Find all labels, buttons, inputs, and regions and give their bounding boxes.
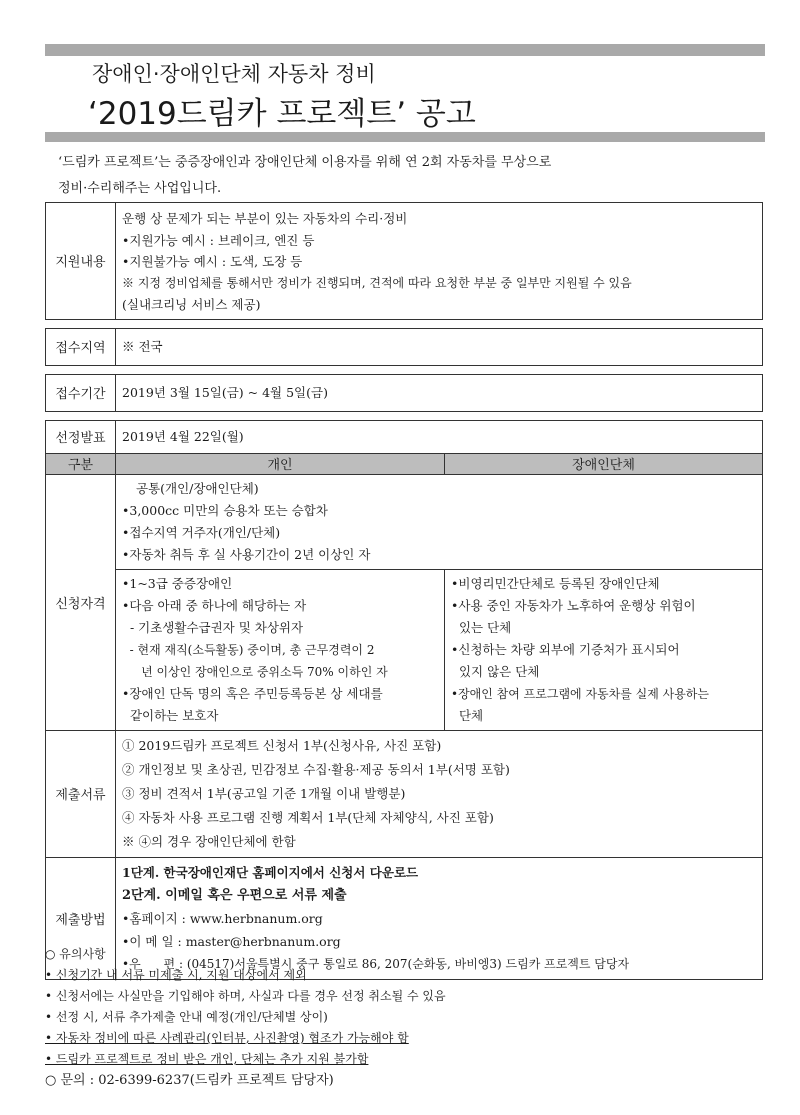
note-item: • 드림카 프로젝트로 정비 받은 개인, 단체는 추가 지원 불가함 bbox=[45, 1052, 369, 1066]
organization-line: 단체 bbox=[451, 707, 484, 723]
individual-line: 년 이상인 장애인으로 중위소득 70% 이하인 자 bbox=[122, 664, 388, 679]
intro-line: ‘드림카 프로젝트’는 중증장애인과 장애인단체 이용자를 위해 연 2회 자동차를 무상으로 bbox=[58, 155, 552, 170]
individual-header: 개인 bbox=[116, 453, 445, 474]
method-email: •이 메 일 : master@herbnanum.org bbox=[122, 933, 341, 949]
method-post: •우 편 : (04517)서울특별시 중구 통일로 86, 207(순화동, 바비엥3) 드림카 프로젝트 담당자 bbox=[122, 956, 630, 971]
document-line: ④ 자동차 사용 프로그램 진행 계획서 1부(단체 자체양식, 사진 포함) bbox=[122, 809, 494, 825]
individual-line: •다음 아래 중 하나에 해당하는 자 bbox=[122, 597, 307, 613]
individual-line: 같이하는 보호자 bbox=[122, 707, 219, 723]
note-item: • 선정 시, 서류 추가제출 안내 예정(개인/단체별 상이) bbox=[45, 1010, 328, 1024]
period-value: 2019년 3월 15일(금) ~ 4월 5일(금) bbox=[122, 384, 328, 400]
organization-line: 있는 단체 bbox=[451, 619, 512, 635]
individual-line: - 현재 재직(소득활동) 중이며, 총 근무경력이 2 bbox=[122, 642, 375, 657]
support-line: 운행 상 문제가 되는 부분이 있는 자동차의 수리·정비 bbox=[122, 211, 408, 226]
page-subtitle: 장애인·장애인단체 자동차 정비 bbox=[92, 62, 376, 86]
support-content bbox=[116, 203, 763, 320]
eligibility-individual bbox=[116, 569, 445, 730]
category-header: 구분 bbox=[46, 453, 116, 474]
intro-line: 정비·수리해주는 사업입니다. bbox=[58, 181, 222, 196]
announce-value: 2019년 4월 22일(월) bbox=[122, 428, 244, 444]
method-label: 제출방법 bbox=[46, 857, 116, 979]
eligibility-common bbox=[116, 474, 763, 569]
document-line: ③ 정비 견적서 1부(공고일 기준 1개월 이내 발행분) bbox=[122, 785, 406, 801]
organization-line: •사용 중인 자동차가 노후하여 운행상 위험이 bbox=[451, 597, 696, 613]
support-label: 지원내용 bbox=[46, 203, 116, 320]
support-line: •지원가능 예시 : 브레이크, 엔진 등 bbox=[122, 232, 315, 248]
individual-line: •장애인 단독 명의 혹은 주민등록등본 상 세대를 bbox=[122, 685, 383, 701]
region-label: 접수지역 bbox=[46, 328, 116, 365]
individual-line: - 기초생활수급권자 및 차상위자 bbox=[122, 619, 304, 635]
contact-line: ○ 문의 : 02-6399-6237(드림카 프로젝트 담당자) bbox=[45, 1073, 334, 1088]
document-line: ② 개인정보 및 초상권, 민감정보 수집·활용·제공 동의서 1부(서명 포함) bbox=[122, 761, 510, 777]
header-bottom-bar bbox=[45, 132, 765, 142]
note-item: • 신청기간 내 서류 미제출 시, 지원 대상에서 제외 bbox=[45, 968, 307, 982]
eligibility-label: 신청자격 bbox=[46, 474, 116, 730]
eligibility-organization bbox=[445, 569, 763, 730]
method-homepage: •홈페이지 : www.herbnanum.org bbox=[122, 910, 323, 926]
period-label: 접수기간 bbox=[46, 374, 116, 411]
header-top-bar bbox=[45, 44, 765, 56]
documents-content bbox=[116, 730, 763, 857]
notes-title: ○ 유의사항 bbox=[45, 947, 106, 961]
support-line: ※ 지정 정비업체를 통해서만 정비가 진행되며, 견적에 따라 요청한 부분 중 일부만 지원될 수 있음 bbox=[122, 275, 632, 290]
support-line: (실내크리닝 서비스 제공) bbox=[122, 297, 261, 312]
document-line: ※ ④의 경우 장애인단체에 한함 bbox=[122, 833, 296, 849]
document-line: ① 2019드림카 프로젝트 신청서 1부(신청사유, 사진 포함) bbox=[122, 737, 442, 753]
common-title: 공통(개인/장애인단체) bbox=[136, 480, 259, 496]
method-step1: 1단계. 한국장애인재단 홈페이지에서 신청서 다운로드 bbox=[122, 864, 419, 880]
region-value: ※ 전국 bbox=[122, 338, 163, 354]
common-line: •접수지역 거주자(개인/단체) bbox=[122, 524, 281, 540]
notice-table bbox=[45, 202, 763, 980]
common-line: •3,000cc 미만의 승용차 또는 승합차 bbox=[122, 502, 328, 518]
note-item: • 신청서에는 사실만을 기입해야 하며, 사실과 다를 경우 선정 취소될 수 있음 bbox=[45, 989, 446, 1003]
intro-text bbox=[58, 150, 758, 202]
notes-section bbox=[45, 944, 765, 1091]
documents-label: 제출서류 bbox=[46, 730, 116, 857]
organization-line: •장애인 참여 프로그램에 자동차를 실제 사용하는 bbox=[451, 686, 709, 701]
method-step2: 2단계. 이메일 혹은 우편으로 서류 제출 bbox=[122, 887, 347, 903]
individual-line: •1~3급 중증장애인 bbox=[122, 575, 233, 591]
page-title: ‘2019드림카 프로젝트’ 공고 bbox=[88, 96, 476, 132]
organization-header: 장애인단체 bbox=[445, 453, 763, 474]
common-line: •자동차 취득 후 실 사용기간이 2년 이상인 자 bbox=[122, 546, 371, 562]
organization-line: •비영리민간단체로 등록된 장애인단체 bbox=[451, 575, 660, 591]
support-line: •지원불가능 예시 : 도색, 도장 등 bbox=[122, 254, 303, 269]
organization-line: 있지 않은 단체 bbox=[451, 663, 540, 679]
note-item: • 자동차 정비에 따른 사례관리(인터뷰, 사진촬영) 협조가 가능해야 함 bbox=[45, 1031, 409, 1045]
announce-label: 선정발표 bbox=[46, 420, 116, 453]
organization-line: •신청하는 차량 외부에 기증처가 표시되어 bbox=[451, 641, 680, 657]
